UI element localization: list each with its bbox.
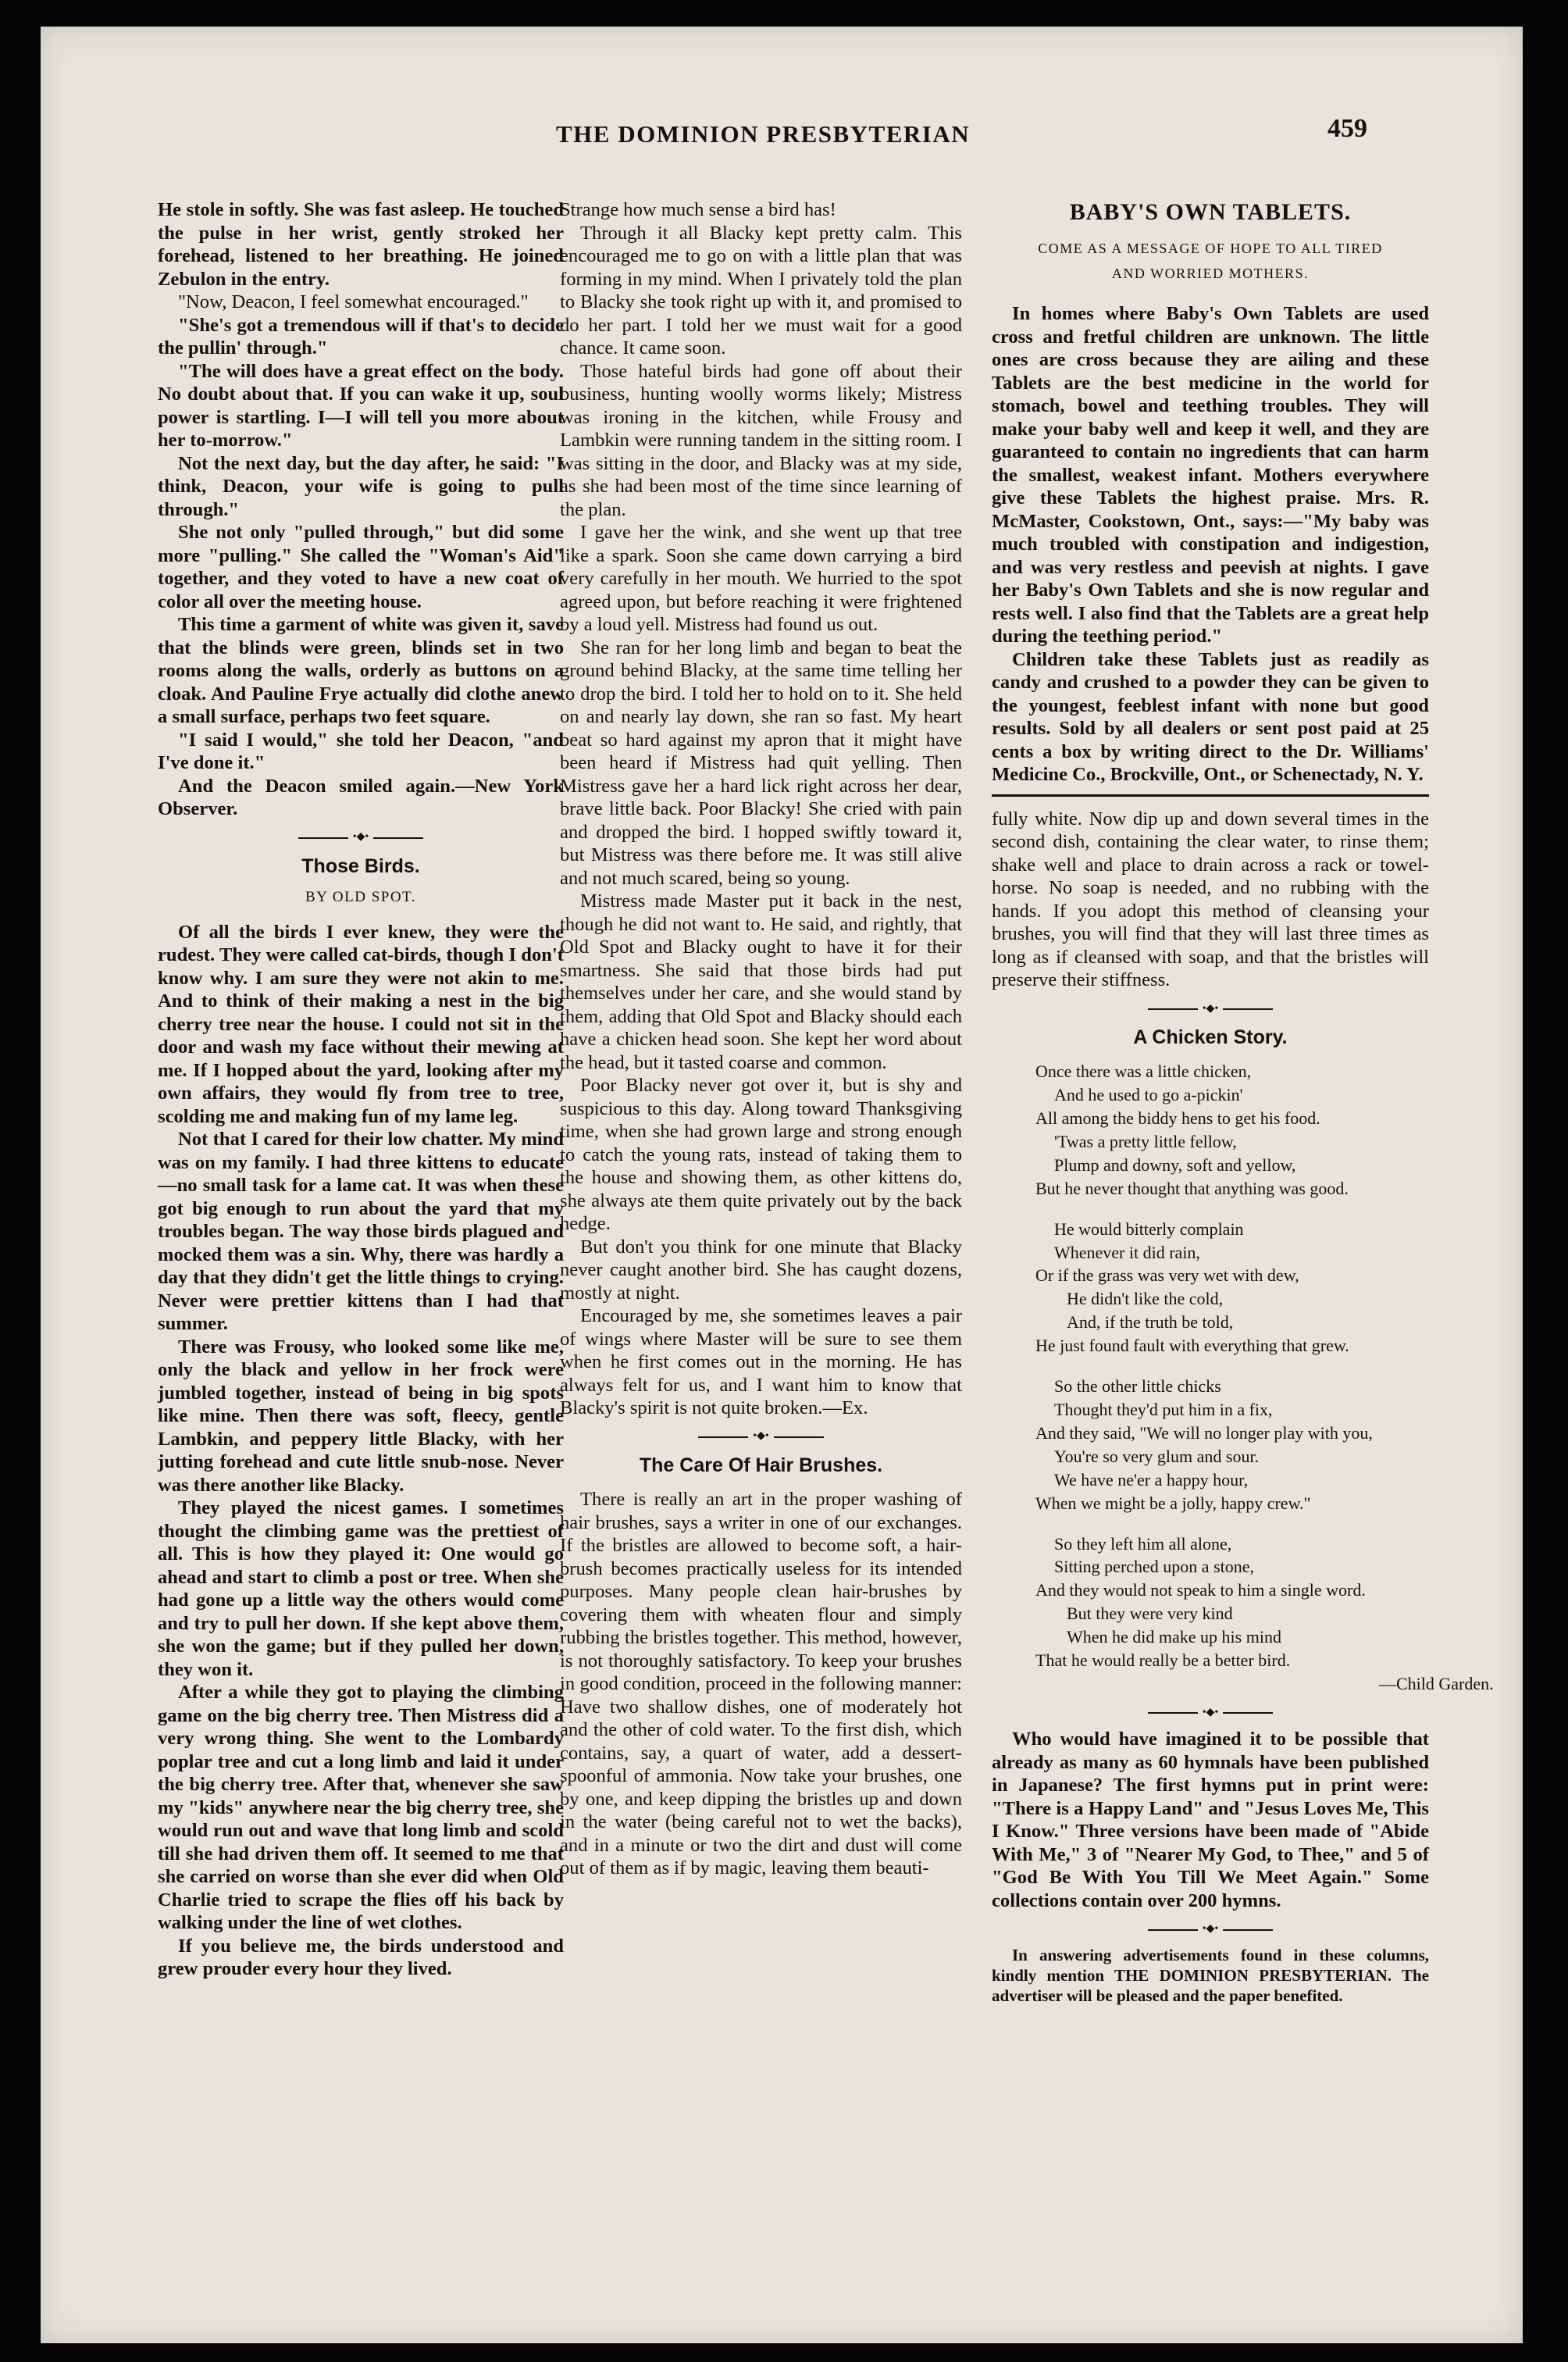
section-ornament: •◆• — [158, 826, 564, 849]
paragraph: Strange how much sense a bird has! — [560, 199, 836, 220]
running-title: THE DOMINION PRESBYTERIAN — [556, 120, 971, 148]
poem-line: You're so very glum and sour. — [1054, 1446, 1260, 1466]
poem-line: He would bitterly complain — [1054, 1218, 1244, 1239]
poem-line: Thought they'd put him in a fix, — [1054, 1399, 1273, 1419]
poem-line: All among the biddy hens to get his food. — [1035, 1108, 1320, 1128]
ad-subtitle-2: AND WORRIED MOTHERS. — [1111, 265, 1310, 281]
poem-stanza — [992, 1532, 1494, 1696]
column-2 — [560, 198, 962, 1880]
paragraph: Those hateful birds had gone off about their business, hunting woolly worms likely; Mistress was ironing in the kitchen, while Frousy and Lambkin were running tandem in the sitting room. I was sitting in the door, and Blacky was at my side, as she had been most of the time since learning of the plan. — [560, 360, 962, 520]
poem-line: But they were very kind — [1067, 1604, 1233, 1624]
paragraph: Not the next day, but the day after, he said: "I think, Deacon, your wife is going to pull through." — [158, 452, 564, 520]
paragraph: They played the nicest games. I sometimes thought the climbing game was the prettiest of all. This is how they played it: One would go ahead and start to climb a post or tree. When she had gone up a little way the others would come and try to pull her down. If she kept above them, she won the game; but if they pulled her down, they won it. — [158, 1497, 564, 1680]
section-ornament: •◆• — [992, 997, 1429, 1020]
paragraph: "She's got a tremendous will if that's to decide the pullin' through." — [158, 314, 564, 359]
deacon-story-ending — [158, 198, 564, 821]
divider — [992, 794, 1429, 797]
poem-line: Or if the grass was very wet with dew, — [1035, 1265, 1299, 1286]
paragraph: In homes where Baby's Own Tablets are used cross and fretful children are unknown. The little ones are cross because they are ailing and these Tablets are the best medicine in the world for stomach, bowel and teething troubles. They will make your baby well and keep it well, and they are guaranteed to contain no ingredients that can harm the smallest, weakest infant. Mothers everywhere give these Tablets the highest praise. Mrs. R. McMaster, Cookstown, Ont., says:—"My baby was much troubled with constipation and indigestion, and was very restless and peevish at nights. I gave her Baby's Own Tablets and she is now regular and rests well. I also find that the Tablets are a great help during the teething period." — [992, 303, 1429, 648]
paragraph: Mistress made Master put it back in the nest, though he did not want to. He said, and rightly, that Old Spot and Blacky ought to have it for their smartness. She said that those birds had put themselves under her care, and she would stand by them, adding that Old Spot and Blacky should each have a chicken head soon. She kept her word about the head, but it tasted coarse and common. — [560, 890, 962, 1073]
poem-credit: —Child Garden. — [1379, 1673, 1494, 1693]
paragraph: If you believe me, the birds understood and grew prouder every hour they lived. — [158, 1935, 564, 1980]
paragraph: She not only "pulled through," but did some more "pulling." She called the "Woman's Aid" together, and they voted to have a new coat of color all over the meeting house. — [158, 522, 564, 612]
column-3 — [992, 198, 1494, 2007]
paragraph: She ran for her long limb and began to beat the ground behind Blacky, at the same time telling her to drop the bird. I told her to hold on to it. She held on and nearly lay down, she ran so fast. My heart beat so hard against my apron that it might have been heard if Mistress had quit yelling. Then Mistress gave her a hard lick right across her dear, brave little back. Poor Blacky! She cried with pain and dropped the bird. I hopped swiftly toward it, but Mistress was there before me. It was still alive and not much scared, being so young. — [560, 637, 962, 889]
poem-line: When we might be a jolly, happy crew." — [1035, 1493, 1311, 1513]
section-ornament: •◆• — [992, 1917, 1429, 1940]
baby-tablets-ad — [992, 302, 1429, 787]
newspaper-page — [41, 27, 1523, 2343]
poem-line: And he used to go a-pickin' — [1054, 1085, 1243, 1105]
poem-line: Sitting perched upon a stone, — [1054, 1557, 1255, 1577]
poem-line: So they left him all alone, — [1054, 1533, 1232, 1554]
poem-line: He didn't like the cold, — [1067, 1289, 1224, 1309]
paragraph: He stole in softly. She was fast asleep. He touched the pulse in her wrist, gently stroked her forehead, listened to her breathing. He joined Zebulon in the entry. — [158, 199, 564, 290]
poem-line: And they said, "We will no longer play with you, — [1035, 1422, 1373, 1443]
poem-line: 'Twas a pretty little fellow, — [1054, 1131, 1237, 1151]
byline: BY OLD SPOT. — [305, 889, 417, 905]
hair-brushes-continued: fully white. Now dip up and down several times in the second dish, containing the clear water, to rinse them; shake well and place to drain across a rack or towel-horse. No soap is needed, and no rubbing with the hands. If you adopt this method of cleansing your brushes, you will find that they will last three times as long as if cleansed with soap, and that the bristles will preserve their stiffness. — [992, 808, 1429, 991]
poem-line: Once there was a little chicken, — [1035, 1061, 1252, 1082]
poem-line: And they would not speak to him a single word. — [1035, 1580, 1366, 1600]
ad-subtitle: COME AS A MESSAGE OF HOPE TO ALL TIRED — [1038, 241, 1383, 256]
paragraph: After a while they got to playing the climbing game on the big cherry tree. Then Mistress did a very wrong thing. She went to the Lombardy poplar tree and cut a long limb and laid it under the big cherry tree. After that, whenever she saw my "kids" anywhere near the big cherry tree, she would run out and wave that long limb and scold till she had driven them off. It seemed to me that she carried on worse than she ever did when Old Charlie tried to scrape the flies off his back by walking under the line of wet clothes. — [158, 1682, 564, 1934]
advertising-notice: In answering advertisements found in these columns, kindly mention THE DOMINION PRESBYTERIAN. The advertiser will be pleased and the paper benefited. — [992, 1945, 1429, 2006]
paragraph: I gave her the wink, and she went up that tree like a spark. Soon she came down carrying a bird very carefully in her mouth. We hurried to the spot agreed upon, but before reaching it were frightened by a loud yell. Mistress had found us out. — [560, 522, 962, 635]
those-birds-article — [158, 921, 564, 1981]
those-birds-continued — [560, 198, 962, 1420]
paragraph: There is really an art in the proper washing of hair brushes, says a writer in one of our exchanges. If the bristles are allowed to become soft, a hair-brush becomes practically useless for its intended purposes. Many people clean hair-brushes by covering them with wheaten flour and simply rubbing the bristles together. This method, however, is not thoroughly satisfactory. To keep your brushes in good condition, proceed in the following manner: Have two shallow dishes, one of moderately hot and the other of cold water. To the first dish, which contains, say, a quart of water, add a dessert-spoonful of ammonia. Now take your brushes, one by one, and keep dipping the bristles up and down in the water (being careful not to wet the backs), and in a minute or two the dirt and dust will come out of them as if by magic, leaving them beauti- — [560, 1489, 962, 1879]
paragraph: There was Frousy, who looked some like me, only the black and yellow in her frock were jumbled together, instead of being in big spots like mine. Then there was soft, fleecy, gentle Lambkin, and peppery little Blacky, with her jutting forehead and cute little snub-nose. Never was there another like Blacky. — [158, 1336, 564, 1496]
paragraph: "I said I would," she told her Deacon, "and I've done it." — [158, 729, 564, 773]
paragraph: But don't you think for one minute that Blacky never caught another bird. She has caught dozens, mostly at night. — [560, 1236, 962, 1304]
paragraph: "Now, Deacon, I feel somewhat encouraged." — [178, 291, 529, 312]
article-title-those-birds: Those Birds. — [301, 855, 420, 877]
poem-line: We have ne'er a happy hour, — [1054, 1469, 1249, 1490]
poem-line: Whenever it did rain, — [1054, 1242, 1200, 1262]
poem-stanza — [992, 1218, 1429, 1358]
hair-brushes-article — [560, 1488, 962, 1880]
poem-line: When he did make up his mind — [1067, 1627, 1281, 1647]
article-title-hair-brushes: The Care Of Hair Brushes. — [639, 1454, 883, 1476]
article-title-chicken-story: A Chicken Story. — [1133, 1026, 1288, 1049]
poem-line: That he would really be a better bird. — [1035, 1650, 1291, 1671]
poem-stanza — [992, 1060, 1429, 1200]
column-1 — [158, 198, 564, 1981]
section-ornament: •◆• — [560, 1425, 962, 1448]
ad-title: BABY'S OWN TABLETS. — [1069, 199, 1352, 225]
poem-line: And, if the truth be told, — [1067, 1312, 1234, 1333]
paragraph: "The will does have a great effect on the body. No doubt about that. If you can wake it up, soul power is startling. I—I will tell you more about her to-morrow." — [158, 360, 564, 451]
poem-line: He just found fault with everything that grew. — [1035, 1336, 1349, 1356]
page-number: 459 — [1327, 114, 1367, 143]
paragraph: Encouraged by me, she sometimes leaves a pair of wings where Master will be sure to see them when he first comes out in the morning. He has always felt for us, and I want him to know that Blacky's spirit is not quite broken.—Ex. — [560, 1305, 962, 1418]
paragraph: Children take these Tablets just as readily as candy and crushed to a powder they can be given to the youngest, feeblest infant with none but good results. Sold by all dealers or sent post paid at 25 cents a box by writing direct to the Dr. Williams' Medicine Co., Brockville, Ont., or Schenectady, N. Y. — [992, 648, 1429, 786]
paragraph: Through it all Blacky kept pretty calm. This encouraged me to go on with a little plan that was forming in my mind. When I privately told the plan to Blacky she took right up with it, and promised to do her part. I told her we must wait for a good chance. It came soon. — [560, 222, 962, 359]
paragraph: Poor Blacky never got over it, but is shy and suspicious to this day. Along toward Thanksgiving time, when she had grown large and strong enough to catch the young rats, instead of taking them to the house and showing them, as other kittens do, she always ate them quite privately out by the back hedge. — [560, 1075, 962, 1234]
paragraph: This time a garment of white was given it, save that the blinds were green, blinds set in two rooms along the walls, orderly as buttons on a cloak. And Pauline Frye actually did clothe anew a small surface, perhaps two feet square. — [158, 614, 564, 727]
poem-line: But he never thought that anything was good. — [1035, 1178, 1349, 1198]
attribution: And the Deacon smiled again.—New York Observer. — [158, 775, 564, 819]
poem-line: Plump and downy, soft and yellow, — [1054, 1154, 1296, 1175]
paragraph: Of all the birds I ever knew, they were the rudest. They were called cat-birds, though I don't know why. I am sure they were not akin to me. And to think of their making a nest in the big cherry tree near the house. I could not sit in the door and wash my face without their mewing at me. If I hopped about the yard, looking after my own affairs, they would fly from tree to tree, scolding me and making fun of my lame leg. — [158, 921, 564, 1127]
paragraph: Not that I cared for their low chatter. My mind was on my family. I had three kittens to educate—no small task for a lame cat. It was when these got big enough to run about the yard that my troubles began. The way those birds plagued and mocked them was a sin. Why, there was hardly a day that they didn't get the little things to crying. Never were prettier kittens than I had that summer. — [158, 1129, 564, 1335]
section-ornament: •◆• — [992, 1700, 1429, 1724]
poem-stanza — [992, 1375, 1429, 1515]
poem-line: So the other little chicks — [1054, 1376, 1221, 1397]
hymnals-paragraph: Who would have imagined it to be possible that already as many as 60 hymnals have been published in Japanese? The first hymns put in print were: "There is a Happy Land" and "Jesus Loves Me, This I Know." Three versions have been made of "Abide With Me," 3 of "Nearer My God, to Thee," and 5 of "God Be With You Till We Meet Again." Some collections contain over 200 hymns. — [992, 1729, 1429, 1911]
page-header — [41, 114, 1523, 167]
